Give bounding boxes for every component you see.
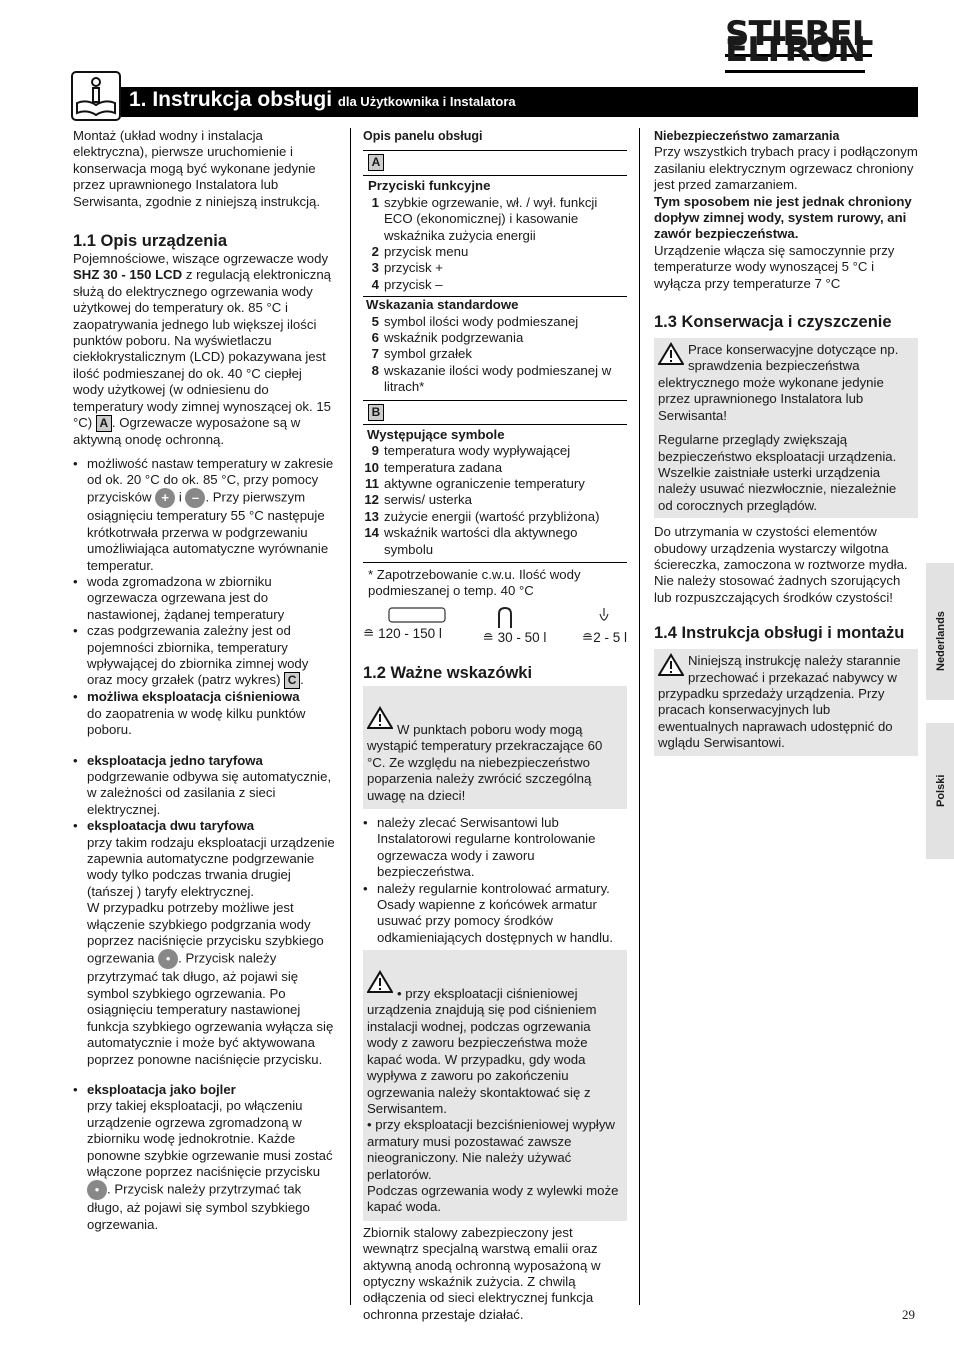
list-item: • możliwa eksploatacja ciśnieniowa do zaopatrenia w wodę kilku punktów poboru. (73, 689, 335, 738)
column-1 (73, 128, 335, 1233)
table-row (363, 330, 627, 346)
shower-icon (495, 606, 515, 630)
brand-logo: STIEBEL ELTRON (725, 26, 954, 59)
item-number: 1 (371, 194, 379, 210)
item-text: symbol ilości wody podmieszanej (384, 313, 579, 329)
table-row (363, 277, 627, 293)
list-item: • należy zlecać Serwisantowi lub Instalatorowi regularne kontrolowanie ogrzewacza wody i zaworu bezpieczeństwa. (363, 815, 627, 881)
section-1-3-title: 1.3 Konserwacja i czyszczenie (654, 313, 892, 332)
tab-polski[interactable]: Polski (926, 723, 954, 859)
function-buttons-table: Przyciski funkcyjne 1 szybkie ogrzewanie, wł. / wył. funkcji ECO (ekonomicznej) i kasowanie wskaźnika zużycia energii 2 przycisk menu 3 przycisk + 4 przycisk – (363, 175, 627, 293)
item-text: temperatura zadana (384, 459, 503, 475)
list-item: • eksploatacja jako bojler przy takiej eksploatacji, po włączeniu urządzenie ogrzewa zgromadzoną w zbiorniku wodę jednokrotnie. Każde ponowne szybkie ogrzewanie musi zostać włączone poprzez naciśnięcie przycisku ● . Przycisk należy przytrzymać tak długo, aż pojawi się symbol szybkiego ogrzewania. (73, 1082, 335, 1233)
table-row (363, 363, 627, 396)
table-row (363, 346, 627, 362)
table-row (363, 443, 627, 459)
item-number: 14 (364, 525, 379, 541)
list-item: • należy regularnie kontrolować armatury. Osady wapienne z końcówek armatur usuwać przy pomocy środków odkamieniających dostępnych w handlu. (363, 881, 627, 947)
column-divider (350, 128, 351, 1305)
page-number: 29 (902, 1307, 915, 1322)
item-text: przycisk – (384, 276, 443, 292)
table-row (363, 260, 627, 276)
tank-protection-text: Zbiornik stalowy zabezpieczony jest wewnątrz specjalną warstwą emalii oraz aktywną anodą ochronną wyposażoną w optyczny wskaźnik zużycia. Z chwilą odłączenia od sieci elektrycznej funkcja ochronna przestaje działać. (363, 1224, 601, 1322)
ref-box-a: A (96, 415, 112, 432)
maintenance-list (363, 815, 627, 946)
table-row (363, 492, 627, 508)
column-3 (654, 128, 918, 756)
frost-title: Niebezpieczeństwo zamarzania (654, 129, 840, 143)
table-row (363, 525, 627, 558)
page-subtitle: dla Użytkownika i Instalatora (337, 94, 516, 109)
list-item: • woda zgromadzona w zbiorniku ogrzewacza ogrzewana jest do nastawionej, żądanej temperatury (73, 574, 335, 623)
warning-icon (658, 342, 684, 366)
frost-warning: Tym sposobem nie jest jednak chroniony dopływ zimnej wody, system rurowy, ani zawór bezpieczeństwa. (654, 193, 912, 242)
frost-temp-text: Urządzenie włącza się samoczynnie przy temperaturze wody wynoszącej 5 °C i wyłącza przy temperaturze 7 °C (654, 242, 895, 291)
item-text: wskaźnik wartości dla aktywnego symbolu (384, 525, 578, 557)
shower-volume: ≘ 30 - 50 l (483, 606, 547, 646)
panel-description-title: Opis panelu obsługi (363, 129, 483, 143)
minus-button-icon: – (185, 488, 205, 508)
warning-box-keep-manual: Niniejszą instrukcję należy starannie przechować i przekazać nabywcy w przypadku sprzedaży urządzenia. Przy pracach konserwacyjnych lub ewentualnych naprawach udostępnić do wglądu Serwisantowi. (654, 649, 918, 755)
warning-box-hot-water: W punktach poboru wody mogą wystąpić temperatury przekraczające 60 °C. Ze względu na niebezpieczeństwo poparzenia należy zwrócić szczególną uwagę na dzieci! (363, 686, 627, 809)
panel-box-b: B (363, 400, 627, 421)
page-title: 1. Instrukcja obsługi (129, 88, 333, 111)
item-number: 7 (371, 346, 379, 362)
list-item: • możliwość nastaw temperatury w zakresie od ok. 20 °C do ok. 85 °C, przy pomocy przycisków + i – . Przy pierwszym osiągnięciu temperatury 55 °C następuje krótkotrwała przerwa w podgrzewaniu umożliwiająca automatyczne wyrównanie temperatur. (73, 456, 335, 574)
list-item: • czas podgrzewania zależny jest od pojemności zbiornika, temperatury wpływającej do zbiornika zimnej wody oraz mocy grzałek (patrz wykres) C . (73, 623, 335, 689)
section-1-1-text: Pojemnościowe, wiszące ogrzewacze wody SHZ 30 - 150 LCD z regulacją elektroniczną służą do elektrycznego ogrzewania wody użytkowej do temperatury ok. 85 °C i zaopatrywania jednego lub większej ilości punktów poboru. Na wyświetlaczu ciekłokrystalicznym (LCD) pokazywana jest ilość podmieszanej do ok. 40 °C ciepłej wody użytkowej (w odniesienu do temperatury wody zimnej wynoszącej ok. 15 °C) A . Ogrzewacze wyposażone są w aktywną onodę ochronną. (73, 251, 332, 448)
item-number: 4 (371, 276, 379, 292)
warning-box-pressure: • przy eksploatacji ciśnieniowej urządzenia znajdują się pod ciśnieniem instalacji wodnej, podczas ogrzewania wody z zaworu bezpieczeństwa może kapać woda. W przypadku, gdy woda wypływa z zaworu po zakończeniu ogrzewania należy skontaktować się z Serwisantem. • przy eksploatacji bezciśnieniowej wypływ armatury musi pozostawać zawsze nieograniczony. Nie należy używać perlatorów. Podczas ogrzewania wody z wylewki może kapać woda. (363, 950, 627, 1221)
item-number: 3 (371, 260, 379, 276)
symbols-table: Występujące symbole 9 temperatura wody wypływającej 10 temperatura zadana 11 aktywne ograniczenie temperatury 12 serwis/ usterka 13 zużycie energii (wartość przybliżona) 14 wskaźnik wartości dla aktywnego symbolu (363, 424, 627, 558)
column-divider (639, 128, 640, 1305)
manual-book-icon (71, 71, 121, 121)
item-text: serwis/ usterka (384, 492, 472, 508)
quick-heat-button-icon: ● (158, 949, 178, 969)
item-text: aktywne ograniczenie temperatury (384, 475, 585, 491)
item-text: temperatura wody wypływającej (384, 443, 571, 459)
item-text: symbol grzałek (384, 346, 472, 362)
tank-volume: ≘ 120 - 150 l (363, 606, 447, 646)
list-item: • eksploatacja jedno taryfowa podgrzewanie odbywa się automatycznie, w zależności od zasilania z sieci elektrycznej. (73, 753, 335, 819)
frost-text: Przy wszystkich trybach pracy i podłączonym zasilaniu elektrycznym ogrzewacz chroniony jest przed zamarzaniem. (654, 144, 918, 193)
bathtub-icon (387, 606, 447, 626)
item-text: przycisk + (384, 260, 443, 276)
ref-box-c: C (284, 672, 300, 689)
warning-box-maintenance: Prace konserwacyjne dotyczące np. sprawdzenia bezpieczeństwa elektrycznego może wykonane jedynie przez uprawnionego Instalatora lub Serwisanta! Regularne przeglądy zwiększają bezpieczeństwo eksploatacji urządzenia. Wszelkie zaistniałe usterki urządzenia należy usuwać niezwłocznie, niezależnie od corocznych przeglądów. (654, 338, 918, 518)
handwash-volume: ≘2 - 5 l (582, 606, 627, 646)
section-1-2-title: 1.2 Ważne wskazówki (363, 664, 533, 683)
item-number: 9 (371, 443, 379, 459)
table-row (363, 195, 627, 244)
item-text: wskaźnik podgrzewania (384, 330, 524, 346)
item-number: 2 (371, 244, 379, 260)
cleaning-text: Do utrzymania w czystości elementów obudowy urządzenia wystarczy wilgotna ściereczka, zamoczona w roztworze mydła. Nie należy stosować żadnych szorujących lub rozpuszczających środków czystości! (654, 524, 908, 605)
item-number: 8 (371, 362, 379, 378)
item-number: 11 (365, 475, 379, 491)
warning-icon (367, 706, 393, 730)
table-row (363, 460, 627, 476)
item-text: przycisk menu (384, 244, 469, 260)
table-row (363, 314, 627, 330)
section-header (121, 87, 918, 117)
quick-heat-button-icon: ● (87, 1180, 107, 1200)
item-number: 10 (364, 459, 379, 475)
feature-list (73, 456, 335, 1234)
column-2 (363, 128, 627, 1323)
warning-icon (658, 653, 684, 677)
item-number: 12 (364, 492, 379, 508)
item-text: wskazanie ilości wody podmieszanej w litrach* (384, 362, 612, 395)
section-1-4-title: 1.4 Instrukcja obsługi i montażu (654, 624, 905, 643)
table-row (363, 244, 627, 260)
plus-button-icon: + (155, 488, 175, 508)
table-row (363, 476, 627, 492)
panel-box-a: A (363, 150, 627, 171)
tab-nederlands[interactable]: Nederlands (926, 563, 954, 700)
item-number: 13 (364, 508, 379, 524)
hand-wash-icon (594, 606, 614, 630)
item-text: szybkie ogrzewanie, wł. / wył. funkcji ECO (ekonomicznej) i kasowanie wskaźnika zużycia energii (384, 194, 598, 243)
section-1-1-title: 1.1 Opis urządzenia (73, 232, 228, 251)
list-item: • eksploatacja dwu taryfowa przy takim rodzaju eksploatacji urządzenie zapewnia automatyczne podgrzewanie wody tylko podczas trwania drugiej (tańszej ) taryfy elektrycznej. W przypadku potrzeby możliwe jest włączenie szybkiego podgrzania wody poprzez naciśnięcie przycisku szybkiego ogrzewania ● . Przycisk należy przytrzymać tak długo, aż pojawi się symbol szybkiego ogrzewania. Po osiągnięciu temperatury nastawionej funkcja szybkiego ogrzewania wyłącza się automatycznie i może być aktywowana poprzez ponowne naciśnięcie przycisku. (73, 818, 335, 1068)
standard-indications-table: Wskazania standardowe 5 symbol ilości wody podmieszanej 6 wskaźnik podgrzewania 7 symbol grzałek 8 wskazanie ilości wody podmieszanej w litrach* (363, 296, 627, 395)
demand-footnote: * Zapotrzebowanie c.w.u. Ilość wody podmieszanej o temp. 40 °C ≘ 120 - 150 l ≘ 30 - 50 l ≘2 - 5 l (363, 562, 627, 646)
item-number: 5 (371, 313, 379, 329)
warning-icon (367, 970, 393, 994)
intro-text: Montaż (układ wodny i instalacja elektryczna), pierwsze uruchomienie i konserwacja mogą być wykonane jedynie przez uprawnionego Instalatora lub Serwisanta, zgodnie z niniejszą instrukcją. (73, 128, 321, 209)
item-number: 6 (371, 330, 379, 346)
item-text: zużycie energii (wartość przybliżona) (384, 508, 600, 524)
table-row (363, 509, 627, 525)
